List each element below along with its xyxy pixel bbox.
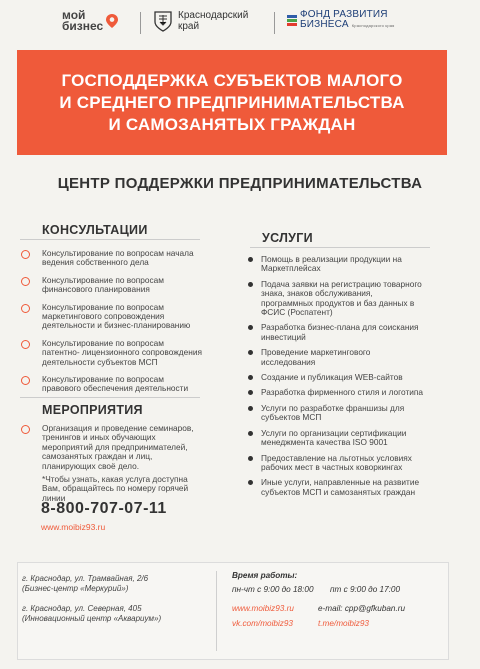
dot-bullet-icon: [248, 406, 253, 411]
hotline-phone[interactable]: 8-800-707-07-11: [41, 500, 167, 517]
banner-line-1: ГОСПОДДЕРЖКА СУБЪЕКТОВ МАЛОГО: [61, 70, 403, 90]
logo-moi-line1: мой: [62, 8, 86, 22]
list-item: Разработка фирменного стиля и логотипа: [261, 388, 426, 397]
logo-fond-line1: ФОНД РАЗВИТИЯ: [300, 9, 388, 20]
circle-bullet-icon: [21, 250, 30, 259]
dot-bullet-icon: [248, 375, 253, 380]
logo-fond-small: Краснодарского края: [351, 23, 395, 28]
dot-bullet-icon: [248, 456, 253, 461]
logo-kk-line2: край: [178, 21, 200, 32]
footer-divider: [216, 571, 217, 651]
website-link[interactable]: www.moibiz93.ru: [41, 522, 106, 532]
circle-bullet-icon: [21, 304, 30, 313]
section-divider: [20, 397, 200, 398]
list-item: Предоставление на льготных условиях рабочих мест в частных коворкингах: [261, 454, 426, 473]
address-2: г. Краснодар, ул. Северная, 405 (Инновационный центр «Аквариум»): [22, 604, 162, 623]
circle-bullet-icon: [21, 340, 30, 349]
events-heading: МЕРОПРИЯТИЯ: [42, 403, 143, 417]
dot-bullet-icon: [248, 431, 253, 436]
list-item: Создание и публикация WEB-сайтов: [261, 373, 426, 382]
section-divider: [20, 239, 200, 240]
address-1: г. Краснодар, ул. Трамвайная, 2/6 (Бизнес-центр «Меркурий»): [22, 574, 149, 593]
center-title: ЦЕНТР ПОДДЕРЖКИ ПРЕДПРИНИМАТЕЛЬСТВА: [57, 175, 423, 192]
list-item: Консультирование по вопросам финансового планирования: [42, 276, 202, 295]
fond-razvitiya-logo: [287, 10, 395, 31]
vk-link[interactable]: vk.com/moibiz93: [232, 619, 293, 628]
dot-bullet-icon: [248, 480, 253, 485]
list-item: Помощь в реализации продукции на Маркетплейсах: [261, 255, 426, 274]
list-item: Проведение маркетингового исследования: [261, 348, 426, 367]
list-item: Консультирование по вопросам маркетингового сопровождения деятельности и бизнес-планированию: [42, 303, 202, 331]
location-pin-icon: [106, 14, 118, 28]
services-list: [261, 255, 426, 497]
circle-bullet-icon: [21, 376, 30, 385]
logo-separator: [140, 12, 141, 34]
telegram-link[interactable]: t.me/moibiz93: [318, 619, 369, 628]
logo-moi-line2: бизнес: [62, 19, 104, 33]
circle-bullet-icon: [21, 277, 30, 286]
moi-biznes-logo: [62, 10, 118, 32]
list-item: Консультирование по вопросам патентно- лицензионного сопровождения деятельности субъектов МСП: [42, 339, 202, 367]
list-item: Подача заявки на регистрацию товарного знака, знаков обслуживания, программных продуктов и баз данных в ФСИС (Роспатент): [261, 280, 426, 318]
banner-title: [32, 70, 432, 136]
logos-bar: [0, 0, 480, 46]
dot-bullet-icon: [248, 257, 253, 262]
banner-line-3: И САМОЗАНЯТЫХ ГРАЖДАН: [108, 114, 356, 134]
circle-bullet-icon: [21, 425, 30, 434]
list-item: Консультирование по вопросам правового обеспечения деятельности: [42, 375, 202, 394]
logo-separator: [274, 12, 275, 34]
footer-email[interactable]: e-mail: cpp@gfkuban.ru: [318, 604, 406, 613]
consultations-list: [42, 249, 202, 394]
coat-of-arms-icon: [153, 10, 173, 32]
section-divider: [250, 247, 430, 248]
list-item: Иные услуги, направленные на развитие субъектов МСП и самозанятых граждан: [261, 478, 426, 497]
hours-title: Время работы:: [232, 571, 298, 580]
events-list: [42, 424, 207, 471]
logo-fond-line2: БИЗНЕСА: [300, 19, 349, 30]
list-item: Разработка бизнес-плана для соискания инвестиций: [261, 323, 426, 342]
services-heading: УСЛУГИ: [262, 231, 313, 245]
logo-kk-line1: Краснодарский: [178, 10, 249, 21]
hours-friday: пт с 9:00 до 17:00: [330, 585, 401, 594]
list-item: Консультирование по вопросам начала ведения собственного дела: [42, 249, 202, 268]
list-item: Организация и проведение семинаров, тренингов и иных обучающих мероприятий для предпринимателей, самозанятых граждан и лиц, планирующих своё дело.: [42, 424, 207, 471]
fund-emblem-icon: [287, 15, 297, 27]
dot-bullet-icon: [248, 390, 253, 395]
footer-site-link[interactable]: www.moibiz93.ru: [232, 604, 294, 613]
dot-bullet-icon: [248, 350, 253, 355]
banner-line-2: И СРЕДНЕГО ПРЕДПРИНИМАТЕЛЬСТВА: [59, 92, 405, 112]
hotline-note: *Чтобы узнать, какая услуга доступна Вам, обращайтесь по номеру горячей линии: [42, 474, 189, 503]
list-item: Услуги по разработке франшизы для субъектов МСП: [261, 404, 426, 423]
consultations-heading: КОНСУЛЬТАЦИИ: [42, 223, 148, 237]
hours-weekdays: пн-чт с 9:00 до 18:00: [232, 585, 314, 594]
hero-banner: [17, 50, 447, 155]
dot-bullet-icon: [248, 325, 253, 330]
krasnodar-krai-logo: [153, 10, 248, 32]
list-item: Услуги по организации сертификации менеджмента качества ISO 9001: [261, 429, 426, 448]
dot-bullet-icon: [248, 282, 253, 287]
